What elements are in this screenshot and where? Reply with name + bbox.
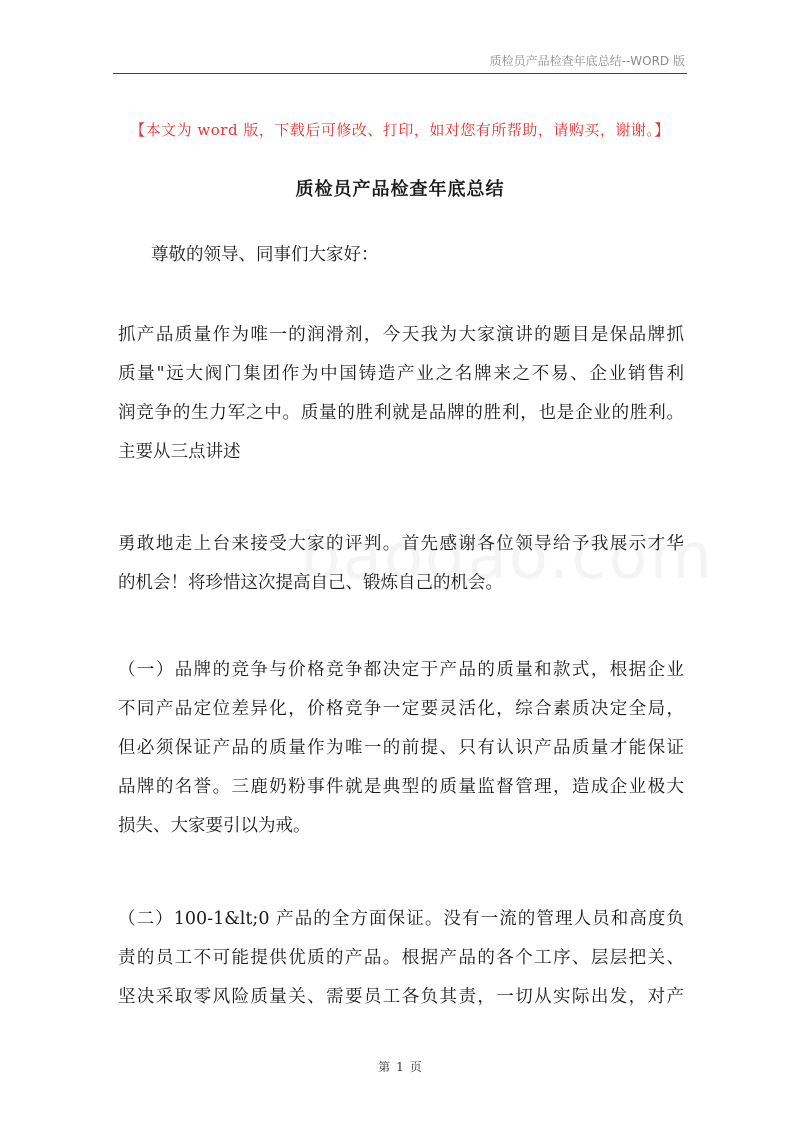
paragraph-line: （二）100-1&lt;0 产品的全方面保证。没有一流的管理人员和高度负 <box>118 909 684 929</box>
paragraph-line: 损失、大家要引以为戒。 <box>118 816 311 836</box>
document-title: 质检员产品检查年底总结 <box>295 179 505 200</box>
page-prefix: 第 <box>378 1060 391 1074</box>
page-footer <box>0 1058 800 1075</box>
paragraph-line: 勇敢地走上台来接受大家的评判。首先感谢各位领导给予我展示才华 <box>118 534 684 554</box>
paragraph-line: 但必须保证产品的质量作为唯一的前提、只有认识产品质量才能保证 <box>118 738 684 758</box>
paragraph-line: 责的员工不可能提供优质的产品。根据产品的各个工序、层层把关、 <box>118 948 684 968</box>
word-version-notice: 【本文为 word 版，下载后可修改、打印，如对您有所帮助，请购买，谢谢。】 <box>130 121 670 139</box>
paragraph-line: 品牌的名誉。三鹿奶粉事件就是典型的质量监督管理，造成企业极大 <box>118 777 684 797</box>
paragraph-line: 坚决采取零风险质量关、需要员工各负其责，一切从实际出发，对产 <box>118 987 684 1007</box>
paragraph-thanks <box>118 525 684 603</box>
page-suffix: 页 <box>409 1060 422 1074</box>
greeting: 尊敬的领导、同事们大家好： <box>151 245 379 265</box>
header-divider <box>113 73 687 74</box>
running-header: 质检员产品检查年底总结--WORD 版 <box>489 54 685 68</box>
paragraph-line: 抓产品质量作为唯一的润滑剂，今天我为大家演讲的题目是保品牌抓 <box>118 325 684 345</box>
paragraph-line: 质量"远大阀门集团作为中国铸造产业之名牌来之不易、企业销售利 <box>118 364 684 384</box>
paragraph-line: 不同产品定位差异化，价格竞争一定要灵活化，综合素质决定全局， <box>118 699 684 719</box>
page-number: 1 <box>396 1060 404 1074</box>
paragraph-point-two <box>118 900 684 1017</box>
paragraph-line: 的机会！将珍惜这次提高自己、锻炼自己的机会。 <box>118 573 503 593</box>
paragraph-intro <box>118 316 684 472</box>
paragraph-point-one <box>118 651 684 846</box>
paragraph-line: 润竞争的生力军之中。质量的胜利就是品牌的胜利，也是企业的胜利。 <box>118 403 684 423</box>
paragraph-line: 主要从三点讲述 <box>118 442 241 462</box>
paragraph-line: （一）品牌的竞争与价格竞争都决定于产品的质量和款式，根据企业 <box>118 660 684 680</box>
